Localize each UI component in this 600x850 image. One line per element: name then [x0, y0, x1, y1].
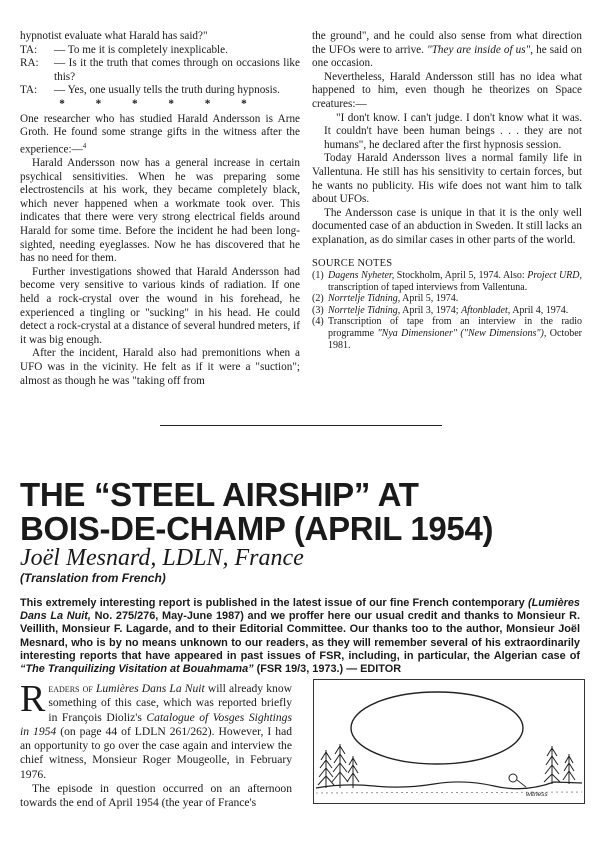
note-source: Aftonbladet,	[461, 304, 511, 316]
intro-text: (FSR 19/3, 1973.) — EDITOR	[253, 663, 402, 676]
note-detail: October 1981.	[328, 328, 582, 351]
paragraph: The Andersson case is unique in that it is the only well documented case of an abduction in Sweden. It still lacks an explanation, as do similar cases in other parts of the world.	[312, 206, 582, 246]
note-source: Dagens Nyheter,	[328, 270, 395, 282]
tree-group-right	[544, 746, 575, 784]
footnote-ref: 4	[82, 141, 87, 150]
speaker: TA:	[20, 43, 38, 56]
intro-text: This extremely interesting report is published in the latest issue of our fine French contemporary	[20, 597, 528, 609]
note-source: Norrtelje Tidning,	[328, 304, 401, 316]
paragraph-text: , he said on one occasion.	[312, 43, 582, 70]
left-column	[20, 30, 300, 388]
note-source: "Nya Dimensioner" ("New Dimensions"),	[377, 328, 547, 340]
magazine-name: Lumières Dans La Nuit	[95, 682, 205, 695]
paragraph-text: the ground", and he could also sense from what direction the UFOs were to arrive.	[312, 30, 582, 56]
witness-label: witness	[526, 791, 548, 798]
section-divider	[160, 425, 442, 426]
editor-intro	[20, 597, 580, 676]
intro-italic: “The Tranquilizing Visitation at Bouahmama”	[20, 663, 254, 676]
dialogue-line	[20, 44, 300, 58]
speaker: TA:	[20, 84, 38, 97]
article-author: Joël Mesnard, LDLN, France	[20, 545, 304, 571]
witness-pointer	[517, 780, 526, 787]
paragraph-text: eaders of	[48, 682, 96, 695]
title-line: BOIS-DE-CHAMP (APRIL 1954)	[20, 510, 494, 547]
note-number: (2)	[312, 293, 324, 305]
note-text	[328, 316, 582, 351]
note-number: (1)	[312, 270, 324, 282]
intro-italic: (Lumières Dans La Nuit,	[20, 597, 580, 623]
sketch-drawing	[314, 680, 584, 803]
note-text	[328, 293, 582, 305]
note-source: Norrtelje Tidning,	[328, 293, 401, 305]
drop-cap: R	[20, 678, 46, 720]
paragraph: Further investigations showed that Harald Andersson had become very sensitive to various kinds of radiation. If one held a rock-crystal over the wound in his forehead, he experienced a tingling or "sucking" in his head. He could detect a rock-crystal at a distance of several hundred meters, if it was big enough.	[20, 265, 300, 346]
intro-text: No. 275/276, May-June 1987) and we proffer here our usual credit and thanks to Monsieur R. Veillith, Monsieur F. Lagarde, and to their Editorial Committee. Our thanks too to the author, Monsieur Joël Mesnard, who is by no means unknown to our readers, as they will remember several of his extraordinarily interesting reports that have appeared in past issues of FSR, including, in particular, the Algerian case of	[20, 610, 581, 662]
note-detail: April 3, 1974;	[400, 304, 462, 316]
paragraph-text: will already know something of this case, which was reported briefly in François Dioliz's	[48, 682, 292, 724]
note-detail: Transcription of tape from an interview in the radio programme	[328, 316, 582, 340]
note-number: (3)	[312, 304, 324, 316]
quote-text: "They are inside of us"	[427, 43, 531, 56]
article-body	[20, 678, 293, 811]
airship-outline	[351, 692, 523, 764]
note-number: (4)	[312, 316, 324, 328]
tree-group-left	[318, 744, 359, 788]
dialogue-lead: hypnotist evaluate what Harald has said?"	[20, 30, 208, 42]
section-separator: * * * * * *	[59, 97, 261, 110]
note-text	[328, 270, 582, 293]
paragraph: Nevertheless, Harald Andersson still has no idea what happened to him, even though he theorizes on Space creatures:—	[312, 70, 582, 110]
source-note	[312, 270, 582, 293]
note-detail: transcription of taped interviews from Vallentuna.	[328, 281, 528, 293]
paragraph	[20, 678, 293, 782]
witness-marker	[509, 774, 517, 782]
horizon-line	[316, 782, 582, 789]
source-note	[312, 293, 582, 305]
dialogue-text: — To me it is completely inexplicable.	[54, 43, 228, 56]
paragraph-text: (on page 44 of LDLN 261/262). However, I had an opportunity to go over the case again and interview the chief witness, Monsieur Roger Mougeolle, in February 1976.	[20, 724, 293, 781]
title-line: THE “STEEL AIRSHIP” AT	[20, 476, 419, 513]
quote-paragraph: "I don't know. I can't judge. I don't know what it was. It couldn't have been human beings . . . they are not humans", he declared after the first hypnosis session.	[324, 111, 582, 151]
paragraph-text: One researcher who has studied Harald Andersson is Arne Groth. He found some strange gifts in the witness after the experience:—	[20, 112, 300, 156]
note-text	[328, 305, 582, 317]
source-notes-heading: SOURCE NOTES	[312, 257, 393, 269]
source-note	[312, 305, 582, 317]
sighting-sketch	[313, 679, 585, 804]
dialogue-line	[20, 84, 300, 98]
dialogue-text: — Is it the truth that comes through on occasions like this?	[54, 57, 300, 83]
source-note	[312, 316, 582, 351]
paragraph: The episode in question occurred on an afternoon towards the end of April 1954 (the year of France's	[20, 782, 292, 810]
dialogue-text: — Yes, one usually tells the truth during hypnosis.	[54, 84, 280, 97]
speaker: RA:	[20, 57, 39, 70]
paragraph: After the incident, Harald also had premonitions when a UFO was in the vicinity. He felt as if it were a "suction"; almost as though he was "taking off from	[20, 347, 300, 387]
paragraph	[20, 113, 300, 158]
translation-note: (Translation from French)	[20, 571, 166, 585]
note-detail: April 4, 1974.	[510, 304, 569, 316]
paragraph: Today Harald Andersson lives a normal family life in Vallentuna. He still has his sensitivity to certain forces, but he wants no publicity. His wife does not want him to talk about UFOs.	[312, 152, 582, 206]
dialogue-line	[20, 57, 300, 84]
right-column	[312, 30, 582, 351]
note-source: Project URD,	[527, 270, 582, 282]
paragraph	[312, 30, 582, 71]
note-detail: April 5, 1974.	[400, 293, 459, 305]
note-detail: Stockholm, April 5, 1974. Also:	[394, 270, 528, 282]
catalogue-name: Catalogue of Vosges Sightings in 1954	[20, 710, 292, 738]
article-title	[20, 478, 580, 546]
paragraph: Harald Andersson now has a general increase in certain psychical sensitivities. When he was preparing some electrostencils at his work, they became completely black, which never happened when a workmate took over. This indicates that there were very strong electrical fields around Harald for some time. Before the incident he had been long-sighted, needing eyeglasses. Now he has discovered that he has no need for them.	[20, 157, 300, 265]
